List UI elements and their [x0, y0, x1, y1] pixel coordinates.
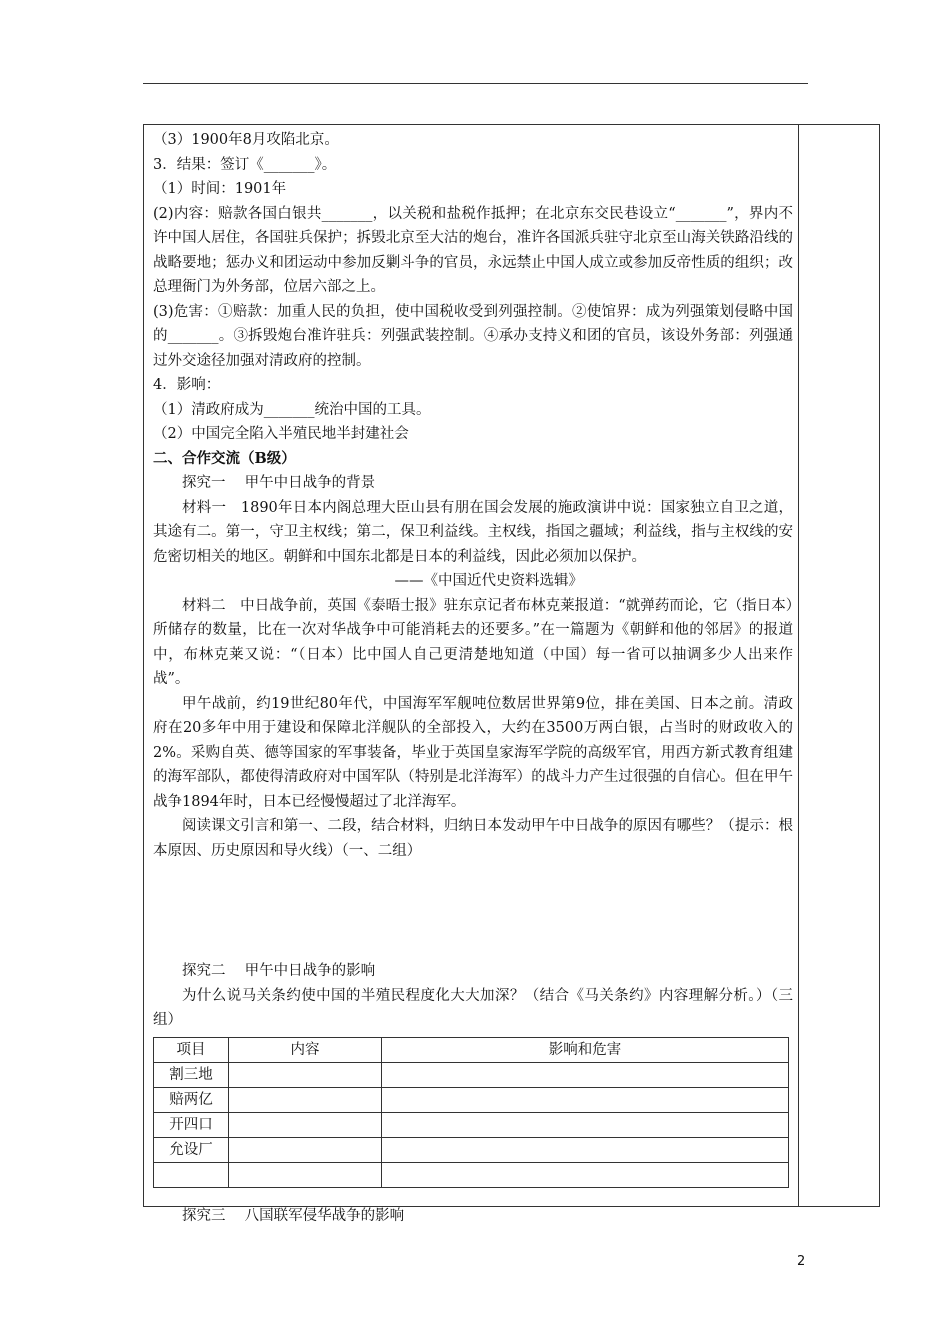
explore-3-title: 探究三 八国联军侵华战争的影响	[182, 1207, 405, 1224]
table-header-item: 项目	[154, 1037, 229, 1062]
material-2: 材料二 中日战争前，英国《泰晤士报》驻东京记者布林克莱报道：“就弹药而论，它（指日本）所储存的数量，比在一次对华战争中可能消耗去的还要多。”在一篇题为《朝鲜和他的邻居》的报道中，布林克莱又说：“（日本）比中国人自己更清楚地知道（中国）每一省可以抽调多少人出来作战”。	[153, 597, 793, 687]
header-rule	[143, 83, 808, 84]
table-row-blank	[154, 1162, 789, 1187]
table-header-effect: 影响和危害	[382, 1037, 789, 1062]
table-cell-effect[interactable]	[382, 1137, 789, 1162]
table-cell-effect[interactable]	[382, 1112, 789, 1137]
text-line: 4．影响：	[153, 377, 221, 393]
text-line: 3．结果：签订《_______》。	[153, 156, 337, 173]
section-heading: 二、合作交流（B级）	[153, 449, 296, 467]
table-cell-content[interactable]	[229, 1087, 382, 1112]
text-line: （2）中国完全陷入半殖民地半封建社会	[153, 426, 409, 442]
question-1: 阅读课文引言和第一、二段，结合材料，归纳日本发动甲午中日战争的原因有哪些？（提示：根本原因、历史原因和导火线）（一、二组）	[153, 818, 793, 859]
table-cell-content[interactable]	[229, 1112, 382, 1137]
worksheet-body	[153, 128, 793, 1228]
table-cell-effect[interactable]	[382, 1062, 789, 1087]
table-row-label: 赔两亿	[154, 1087, 229, 1112]
spacer	[153, 1188, 793, 1204]
table-header-content: 内容	[229, 1037, 382, 1062]
material-3: 甲午战前，约19世纪80年代，中国海军军舰吨位数居世界第9位，排在美国、日本之前。清政府在20多年中用于建设和保障北洋舰队的全部投入，大约在3500万两白银，占当时的财政收入的2%。采购自英、德等国家的军事装备，毕业于英国皇家海军学院的高级军官，用西方新式教育组建的海军部队，都使得清政府对中国军队（特别是北洋海军）的战斗力产生过很强的自信心。但在甲午战争1894年时，日本已经慢慢超过了北洋海军。	[153, 695, 793, 810]
explore-2-title: 探究二 甲午中日战争的影响	[182, 963, 376, 979]
text-paragraph: (2)内容：赔款各国白银共_______，以关税和盐税作抵押；在北京东交民巷设立“_______”，界内不许中国人居住，各国驻兵保护；拆毁北京至大沽的炮台，准许各国派兵驻守北京至山海关铁路沿线的战略要地；惩办义和团运动中参加反剿斗争的官员，永远禁止中国人成立或参加反帝性质的组织；改总理衙门为外务部，位居六部之上。	[153, 205, 793, 295]
answer-space[interactable]	[153, 863, 793, 959]
page-number: 2	[797, 1254, 806, 1269]
table-cell-effect[interactable]	[382, 1087, 789, 1112]
frame-column-divider	[798, 124, 799, 1207]
material-1-source: ——《中国近代史资料选辑》	[394, 573, 583, 589]
table-row-label: 允设厂	[154, 1137, 229, 1162]
text-paragraph: (3)危害：①赔款：加重人民的负担，使中国税收受到列强控制。②使馆界：成为列强策划侵略中国的_______。③拆毁炮台准许驻兵：列强武装控制。④承办支持义和团的官员，该设外务部：列强通过外交途径加强对清政府的控制。	[153, 303, 793, 369]
material-1-citation	[153, 569, 793, 594]
material-1: 材料一 1890年日本内阁总理大臣山县有朋在国会发展的施政演讲中说：国家独立自卫之道，其途有二。第一，守卫主权线；第二，保卫利益线。主权线，指国之疆域；利益线，指与主权线的安危密切相关的地区。朝鲜和中国东北都是日本的利益线，因此必须加以保护。	[153, 499, 793, 565]
table-cell-content[interactable]	[229, 1062, 382, 1087]
table-row	[154, 1087, 789, 1112]
text-line: （1）清政府成为_______统治中国的工具。	[153, 401, 431, 418]
text-line: （3）1900年8月攻陷北京。	[153, 132, 339, 148]
table-row	[154, 1112, 789, 1137]
treaty-analysis-table	[153, 1037, 789, 1188]
table-header-row	[154, 1037, 789, 1062]
table-cell-content[interactable]	[229, 1137, 382, 1162]
table-row	[154, 1137, 789, 1162]
table-row-label: 割三地	[154, 1062, 229, 1087]
explore-1-title: 探究一 甲午中日战争的背景	[182, 475, 376, 491]
question-2: 为什么说马关条约使中国的半殖民程度化大大加深？（结合《马关条约》内容理解分析。）（三组）	[153, 987, 793, 1028]
table-row-label: 开四口	[154, 1112, 229, 1137]
table-row	[154, 1062, 789, 1087]
text-line: （1）时间：1901年	[153, 181, 287, 197]
